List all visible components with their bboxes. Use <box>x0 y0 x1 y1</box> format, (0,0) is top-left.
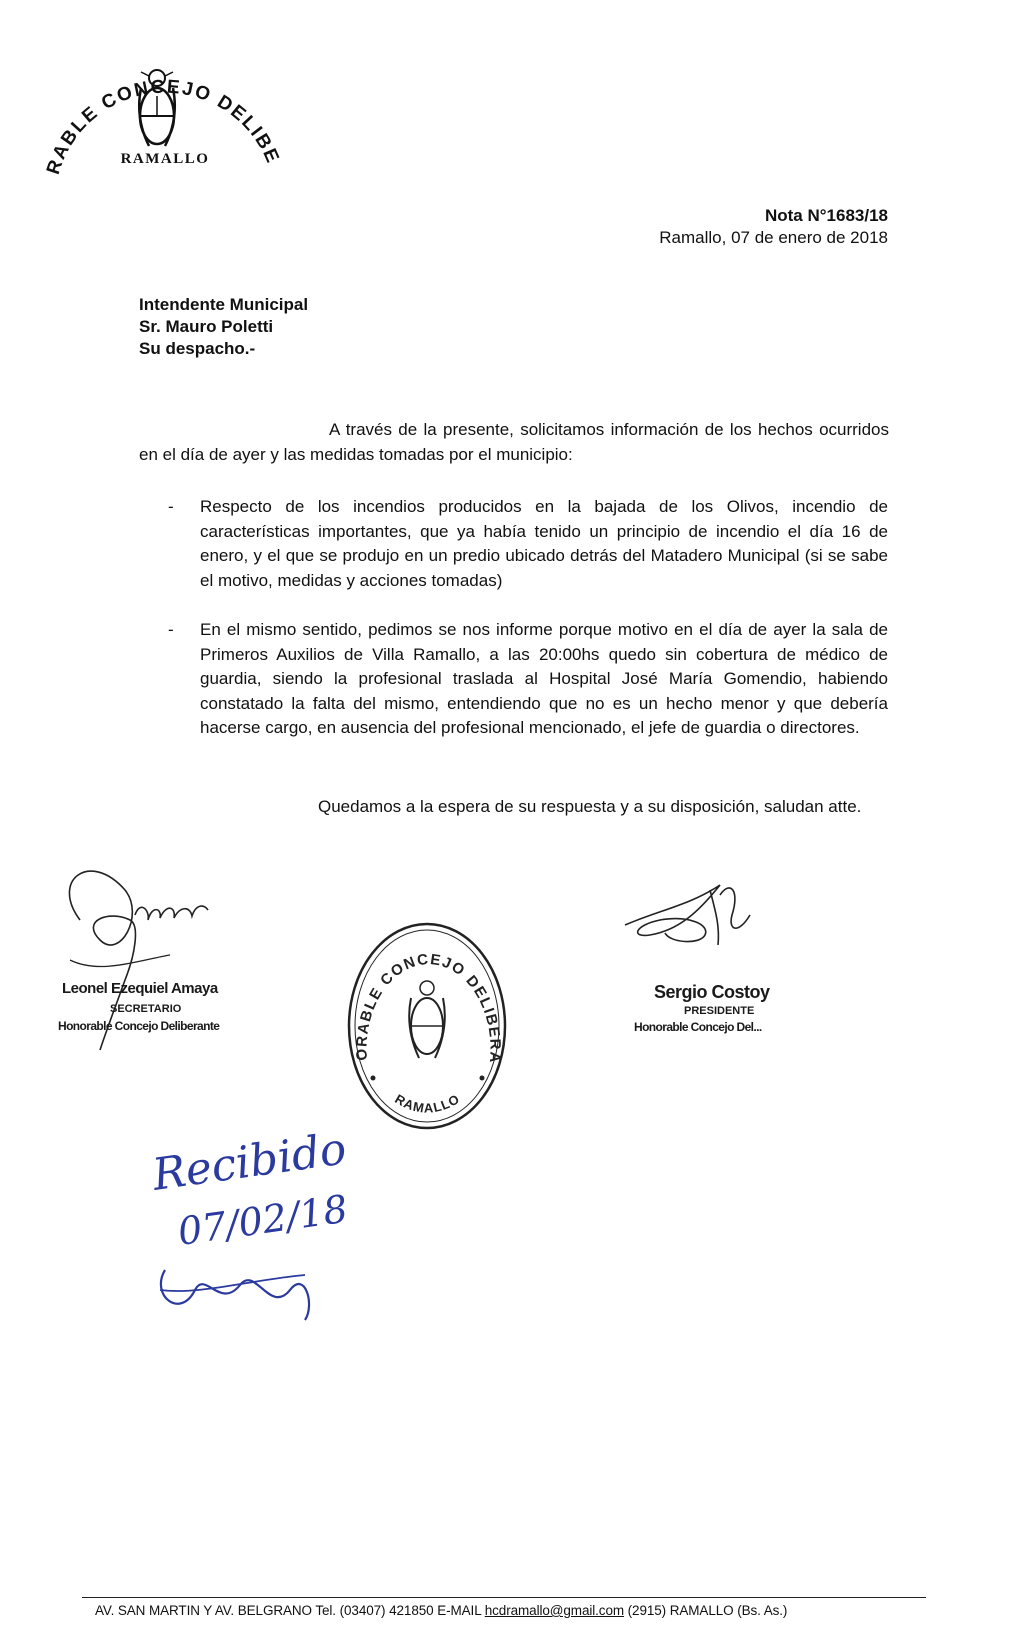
received-note <box>140 1095 350 1330</box>
recipient-name: Sr. Mauro Poletti <box>139 317 274 336</box>
received-date: 07/02/18 <box>175 1186 350 1254</box>
note-header <box>659 205 888 249</box>
svg-text:HONORABLE CONCEJO DELIBERANTE <box>345 920 504 1065</box>
recipient-office: Su despacho.- <box>139 339 256 358</box>
logo-city: RAMALLO <box>120 151 210 167</box>
list-item-text: Respecto de los incendios producidos en la bajada de los Olivos, incendio de características importantes, que ya había tenido un principio de incendio el día 16 de enero, y el que se produjo en un predio ubicado detrás del Matadero Municipal (si se sabe el motivo, medidas y acciones tomadas) <box>200 497 888 590</box>
handwritten-signature <box>620 875 880 985</box>
closing-paragraph: Quedamos a la espera de su respuesta y a su disposición, saludan atte. <box>318 797 862 816</box>
recipient-title: Intendente Municipal <box>139 295 309 314</box>
received-text: Recibido <box>149 1123 350 1201</box>
footer-tail: (2915) RAMALLO (Bs. As.) <box>624 1603 788 1618</box>
signer-institution: Honorable Concejo Deliberante <box>58 1019 220 1033</box>
signature-president <box>620 875 880 1035</box>
list-item <box>168 495 888 593</box>
signer-name: Sergio Costoy <box>654 982 770 1002</box>
signer-name: Leonel Ezequiel Amaya <box>62 980 218 997</box>
footer-address: AV. SAN MARTIN Y AV. BELGRANO Tel. (03407) 421850 E-MAIL <box>95 1603 485 1618</box>
official-seal <box>345 920 510 1135</box>
seal-city: RAMALLO <box>392 1090 463 1116</box>
letterhead-logo <box>35 20 295 190</box>
bullet-marker: - <box>168 497 174 516</box>
recipient-block <box>139 294 308 360</box>
signature-secretary <box>40 860 300 1080</box>
logo-arc-text: RABLE CONCEJO DELIBE <box>42 76 284 178</box>
list-item <box>168 618 888 741</box>
coat-of-arms-icon <box>409 981 445 1058</box>
svg-text:RAMALLO <box>392 1091 462 1116</box>
footer-email[interactable]: hcdramallo@gmail.com <box>484 1603 624 1618</box>
signer-institution: Honorable Concejo Del... <box>634 1020 762 1034</box>
bullet-marker: - <box>168 620 174 639</box>
request-list <box>168 495 888 766</box>
note-number: Nota N°1683/18 <box>764 206 888 225</box>
handwritten-signature <box>40 860 300 1080</box>
seal-arc-text: ORABLE CONCEJO DELIBERA <box>353 950 504 1065</box>
footer <box>95 1603 787 1618</box>
footer-rule <box>82 1597 926 1598</box>
signer-role: PRESIDENTE <box>684 1005 755 1017</box>
place-date: Ramallo, 07 de enero de 2018 <box>659 228 888 247</box>
intro-paragraph: A través de la presente, solicitamos información de los hechos ocurridos en el día de ayer y las medidas tomadas por el municipio: <box>139 420 889 464</box>
list-item-text: En el mismo sentido, pedimos se nos informe porque motivo en el día de ayer la sala de Primeros Auxilios de Villa Ramallo, a las 20:00hs quedo sin cobertura de médico de guardia, siendo la profesional traslada al Hospital José María Gomendio, habiendo constatado la falta del mismo, entendiendo que no es un hecho menor y que debería hacerse cargo, en ausencia del profesional mencionado, el jefe de guardia o directores. <box>200 620 888 737</box>
signer-role: SECRETARIO <box>110 1003 182 1015</box>
